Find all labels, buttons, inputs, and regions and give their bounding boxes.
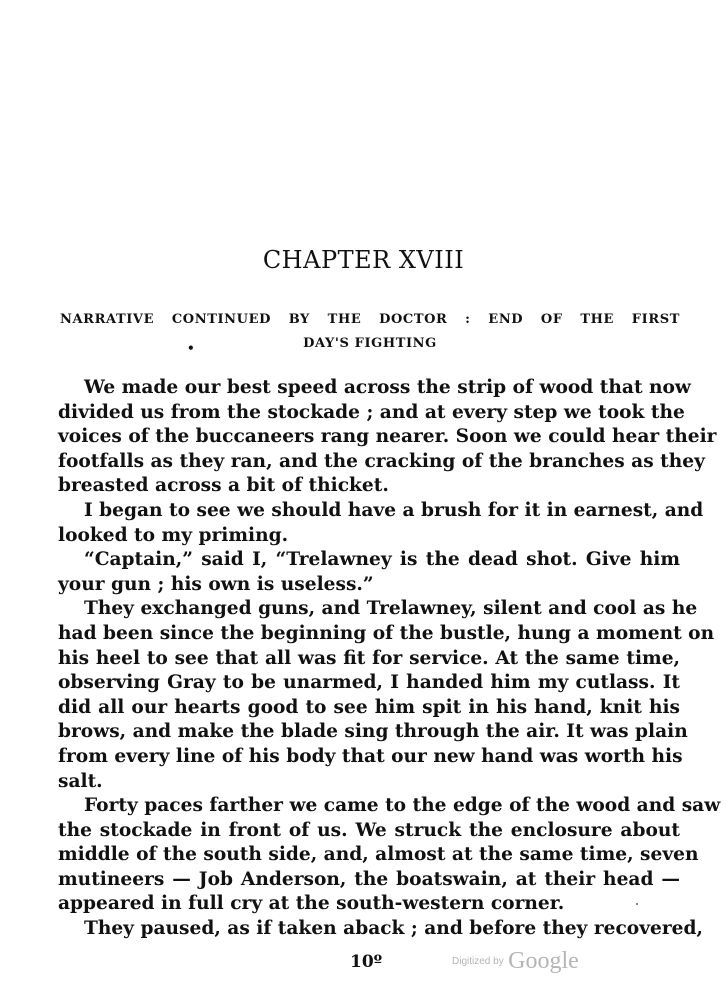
ink-speck — [636, 903, 638, 905]
text-line: brows, and make the blade sing through the air. It was plain — [58, 721, 688, 743]
page-number: 10º — [350, 952, 383, 972]
google-logo: Google — [508, 948, 579, 974]
text-line: had been since the beginning of the bustle, hung a moment on — [58, 622, 715, 644]
body-text — [58, 376, 721, 942]
text-line: divided us from the stockade ; and at every step we took the — [58, 401, 685, 423]
text-line: voices of the buccaneers rang nearer. Soon we could hear their — [58, 426, 717, 448]
text-line: They paused, as if taken aback ; and before they recovered, — [84, 918, 703, 940]
text-line: mutineers — Job Anderson, the boatswain, at their head — — [58, 868, 680, 890]
chapter-title: CHAPTER XVIII — [262, 246, 465, 274]
text-line: did all our hearts good to see him spit in his hand, knit his — [58, 696, 680, 718]
text-line: your gun ; his own is useless.” — [58, 573, 374, 595]
text-line: They exchanged guns, and Trelawney, silent and cool as he — [84, 598, 698, 620]
text-line: breasted across a bit of thicket. — [58, 475, 389, 497]
text-line: appeared in full cry at the south-western corner. — [58, 893, 565, 915]
text-line: I began to see we should have a brush for it in earnest, and — [84, 499, 704, 521]
text-line: footfalls as they ran, and the cracking of the branches as they — [58, 450, 705, 472]
text-line: looked to my priming. — [58, 524, 289, 546]
digitized-label: Digitized by — [452, 956, 504, 967]
text-line: “Captain,” said I, “Trelawney is the dead shot. Give him — [84, 549, 680, 571]
text-line: observing Gray to be unarmed, I handed him my cutlass. It — [58, 672, 680, 694]
text-line: Forty paces farther we came to the edge of the wood and saw — [84, 795, 721, 817]
text-line: We made our best speed across the strip of wood that now — [84, 377, 691, 398]
text-line: the stockade in front of us. We struck the enclosure about — [58, 819, 680, 841]
subtitle-line-2: DAY'S FIGHTING — [303, 336, 437, 351]
text-line: his heel to see that all was fit for service. At the same time, — [58, 647, 680, 669]
subtitle-line-1: NARRATIVE CONTINUED BY THE DOCTOR : END OF THE FIRST — [60, 312, 680, 327]
stray-dot: • — [187, 341, 195, 355]
digitized-watermark — [452, 948, 579, 975]
text-line: salt. — [58, 770, 103, 792]
text-line: from every line of his body that our new hand was worth his — [58, 745, 683, 767]
text-line: middle of the south side, and, almost at the same time, seven — [58, 844, 699, 866]
chapter-subtitle — [60, 308, 680, 356]
